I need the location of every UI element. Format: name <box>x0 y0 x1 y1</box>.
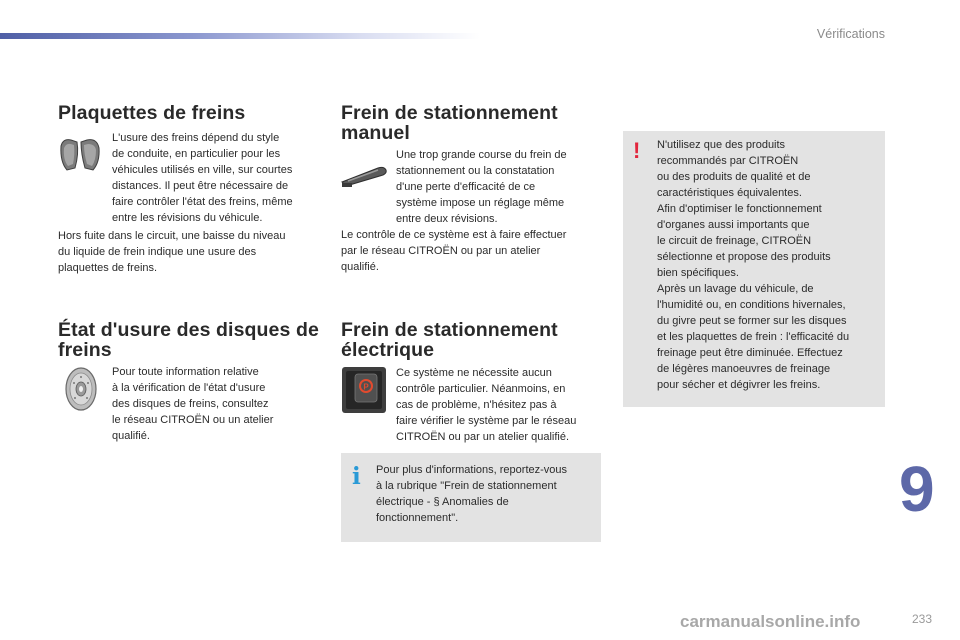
text-line: stationnement ou la constatation <box>396 165 555 177</box>
header-accent-bar <box>0 33 480 39</box>
warning-box <box>623 131 885 407</box>
text-line: Pour plus d'informations, reportez-vous <box>376 464 568 476</box>
text-line: contrôle particulier. Néanmoins, en <box>396 383 566 395</box>
brake-pads-body <box>58 228 323 276</box>
text-line: distances. Il peut être nécessaire de <box>112 180 289 192</box>
text-line: Pour toute information relative <box>112 366 259 378</box>
text-line: caractéristiques équivalentes. <box>657 187 802 199</box>
manual-parking-body <box>341 227 606 275</box>
title-line: électrique <box>341 339 435 361</box>
title-line: manuel <box>341 122 410 144</box>
text-line: sélectionne et propose des produits <box>657 251 831 263</box>
manual-parking-title <box>341 103 558 143</box>
text-line: entre deux révisions. <box>396 213 498 225</box>
watermark: carmanualsonline.info <box>680 612 861 631</box>
text-line: le réseau CITROËN ou un atelier <box>112 414 274 426</box>
chapter-number: 9 <box>899 453 935 525</box>
text-line: Le contrôle de ce système est à faire effectuer <box>341 229 567 241</box>
text-line: à la vérification de l'état d'usure <box>112 382 266 394</box>
disc-wear-title <box>58 320 319 360</box>
title-line: Frein de stationnement <box>341 319 558 341</box>
text-line: par le réseau CITROËN ou par un atelier <box>341 245 541 257</box>
text-line: fonctionnement". <box>376 512 459 524</box>
text-line: Après un lavage du véhicule, de <box>657 283 814 295</box>
text-line: bien spécifiques. <box>657 267 739 279</box>
title-line: freins <box>58 339 112 361</box>
manual-parking-intro <box>396 147 601 227</box>
electric-parking-body <box>396 365 606 445</box>
text-line: véhicules utilisés en ville, sur courtes <box>112 164 293 176</box>
electric-parking-switch-icon <box>341 366 387 419</box>
text-line: d'une perte d'efficacité de ce <box>396 181 536 193</box>
text-line: l'humidité ou, en conditions hivernales, <box>657 299 846 311</box>
handbrake-lever-icon <box>340 158 388 193</box>
text-line: à la rubrique "Frein de stationnement <box>376 480 557 492</box>
info-box-text <box>376 462 596 526</box>
text-line: de légères manoeuvres de freinage <box>657 363 831 375</box>
info-box <box>341 453 601 542</box>
text-line: L'usure des freins dépend du style <box>112 132 280 144</box>
title-line: Frein de stationnement <box>341 102 558 124</box>
page-number: 233 <box>912 612 933 626</box>
text-line: pour sécher et dégivrer les freins. <box>657 379 821 391</box>
text-line: Ce système ne nécessite aucun <box>396 367 552 379</box>
brake-pads-title: Plaquettes de freins <box>58 102 246 124</box>
text-line: ou des produits de qualité et de <box>657 171 811 183</box>
text-line: entre les révisions du véhicule. <box>112 212 263 224</box>
text-line: cas de problème, n'hésitez pas à <box>396 399 557 411</box>
text-line: de conduite, en particulier pour les <box>112 148 281 160</box>
text-line: plaquettes de freins. <box>58 262 158 274</box>
text-line: électrique - § Anomalies de <box>376 496 509 508</box>
text-line: qualifié. <box>341 261 379 273</box>
text-line: Afin d'optimiser le fonctionnement <box>657 203 822 215</box>
text-line: faire contrôler l'état des freins, même <box>112 196 293 208</box>
text-line: du liquide de frein indique une usure des <box>58 246 257 258</box>
title-line: État d'usure des disques de <box>58 319 319 341</box>
text-line: freinage peut être diminuée. Effectuez <box>657 347 843 359</box>
text-line: N'utilisez que des produits <box>657 139 786 151</box>
text-line: système impose un réglage même <box>396 197 565 209</box>
svg-text:P: P <box>363 382 369 392</box>
warning-icon: ! <box>633 138 641 163</box>
text-line: qualifié. <box>112 430 150 442</box>
text-line: faire vérifier le système par le réseau <box>396 415 577 427</box>
info-icon: i <box>352 463 361 490</box>
text-line: d'organes aussi importants que <box>657 219 810 231</box>
brake-pads-intro <box>112 130 322 226</box>
section-label: Vérifications <box>816 27 885 41</box>
text-line: et les plaquettes de frein : l'efficacité du <box>657 331 850 343</box>
electric-parking-title <box>341 320 558 360</box>
brake-pads-icon <box>57 132 103 183</box>
warning-box-text <box>657 137 882 393</box>
text-line: Hors fuite dans le circuit, une baisse du niveau <box>58 230 286 242</box>
text-line: des disques de freins, consultez <box>112 398 269 410</box>
text-line: du givre peut se former sur les disques <box>657 315 847 327</box>
text-line: le circuit de freinage, CITROËN <box>657 235 812 247</box>
disc-wear-body <box>112 364 322 444</box>
text-line: Une trop grande course du frein de <box>396 149 567 161</box>
text-line: recommandés par CITROËN <box>657 155 799 167</box>
text-line: CITROËN ou par un atelier qualifié. <box>396 431 570 443</box>
brake-disc-icon <box>60 366 102 417</box>
